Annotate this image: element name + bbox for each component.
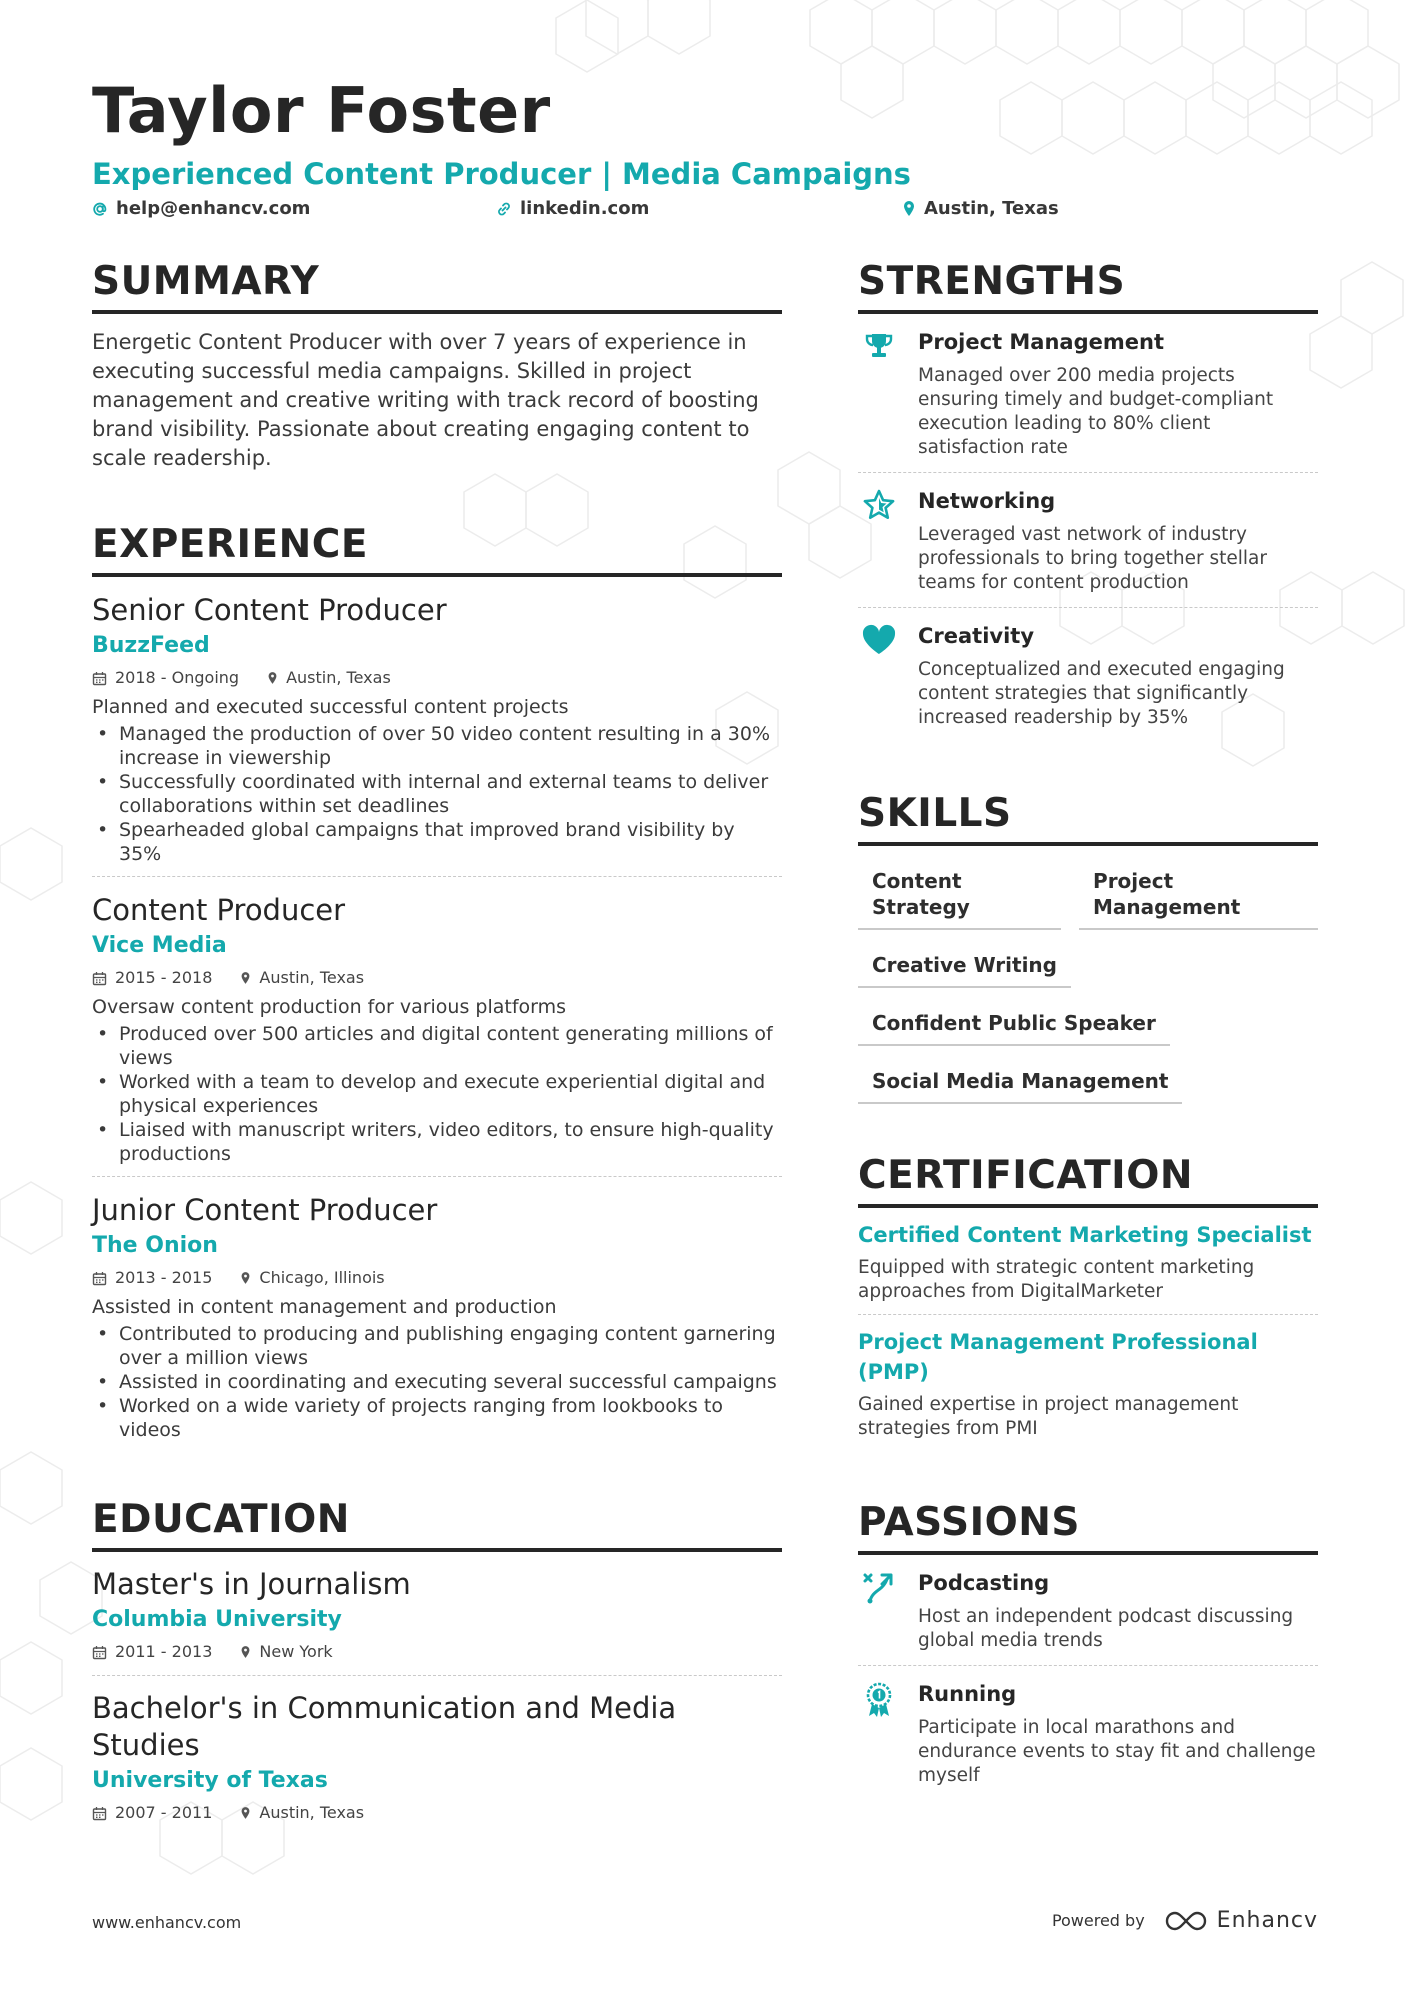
experience-item [92,1177,782,1452]
education-dates-text: 2011 - 2013 [115,1642,213,1661]
job-bullets [92,1322,782,1442]
footer-branding [1052,1908,1318,1933]
job-bullet: • Worked with a team to develop and execute experiential digital and physical experiences [92,1070,782,1118]
job-dates-text: 2013 - 2015 [115,1268,213,1287]
job-bullet: • Worked on a wide variety of projects ranging from lookbooks to videos [92,1394,782,1442]
link-icon [496,201,512,217]
powered-by-label: Powered by [1051,1911,1145,1930]
strength-description: Leveraged vast network of industry professionals to bring together stellar teams for content production [918,524,1267,593]
job-title: Junior Content Producer [92,1193,438,1227]
job-title: Senior Content Producer [92,593,447,627]
calendar-icon [92,971,107,986]
certification-heading: CERTIFICATION [858,1152,1318,1208]
passions-section [858,1499,1318,1800]
strength-body [918,487,1318,595]
calendar-icon [92,1806,107,1821]
education-dates [92,1802,212,1824]
contact-email[interactable] [92,198,310,219]
location-pin-icon [902,200,916,217]
footer-website[interactable]: www.enhancv.com [92,1913,242,1932]
job-bullet: • Managed the production of over 50 video content resulting in a 30% increase in viewership [92,722,782,770]
education-location-text: Austin, Texas [259,1803,365,1822]
summary-heading: SUMMARY [92,258,782,314]
contact-bar [92,198,1322,228]
calendar-icon [92,1645,107,1660]
education-heading: EDUCATION [92,1496,782,1552]
trophy-icon [858,328,900,460]
passion-title: Running [918,1682,1017,1706]
job-meta [92,667,782,689]
job-location-text: Austin, Texas [259,968,365,987]
education-item [92,1552,782,1676]
certification-description: Gained expertise in project management strategies from PMI [858,1394,1239,1439]
strength-item [858,314,1318,473]
skills-row [858,1060,1318,1104]
skills-row [858,860,1318,930]
summary-text: Energetic Content Producer with over 7 years of experience in executing successful media campaigns. Skilled in project management and creative writing with track record of boosting brand visibility. Passionate about creating engaging content to scale readership. [92,330,759,470]
skill-tag: Creative Writing [858,944,1071,988]
job-bullet: • Spearheaded global campaigns that improved brand visibility by 35% [92,818,782,866]
enhancv-logo-icon [1163,1909,1209,1933]
job-dates [92,967,212,989]
company-name: BuzzFeed [92,633,210,658]
location-pin-icon [240,1271,251,1285]
passion-body [918,1680,1318,1788]
right-column [858,258,1318,1848]
certification-item [858,1315,1318,1451]
strength-body [918,622,1318,730]
certification-section [858,1152,1318,1451]
certification-title: Certified Content Marketing Specialist [858,1223,1312,1247]
skill-tag: Content Strategy [858,860,1061,930]
job-bullet: • Liaised with manuscript writers, video editors, to ensure high-quality productions [92,1118,782,1166]
job-location-text: Austin, Texas [286,668,391,687]
strength-description: Conceptualized and executed engaging content strategies that significantly increased readership by 35% [918,659,1285,728]
location-pin-icon [240,1645,251,1659]
job-bullet: • Assisted in coordinating and executing several successful campaigns [92,1370,782,1394]
left-column [92,258,782,1884]
contact-linkedin[interactable] [496,198,649,219]
skill-tag: Social Media Management [858,1060,1182,1104]
brand-name: Enhancv [1216,1908,1318,1933]
strategy-icon [858,1569,900,1653]
education-location [240,1802,364,1824]
page-footer [92,1908,1318,1938]
location-pin-icon [240,971,251,985]
education-section [92,1496,782,1836]
job-location-text: Chicago, Illinois [259,1268,385,1287]
skills-list [858,860,1318,1104]
enhancv-logo[interactable] [1163,1908,1318,1933]
education-dates [92,1641,212,1663]
skill-tag: Project Management [1079,860,1318,930]
resume-header [92,72,1322,228]
passion-title: Podcasting [918,1571,1050,1595]
job-bullets [92,722,782,866]
certification-title: Project Management Professional (PMP) [858,1330,1258,1384]
location-pin-icon [267,671,278,685]
experience-item [92,577,782,877]
skills-heading: SKILLS [858,790,1318,846]
education-dates-text: 2007 - 2011 [115,1803,213,1822]
job-dates [92,667,239,689]
education-meta [92,1802,782,1824]
calendar-icon [92,1271,107,1286]
passion-item [858,1555,1318,1666]
job-location [240,1267,384,1289]
company-name: Vice Media [92,933,227,958]
job-location [267,667,391,689]
passions-heading: PASSIONS [858,1499,1318,1555]
star-icon [858,487,900,595]
medal-icon [858,1680,900,1788]
education-location-text: New York [259,1642,333,1661]
job-dates [92,1267,212,1289]
job-description: Planned and executed successful content projects [92,696,569,718]
strength-title: Networking [918,489,1056,513]
skills-row [858,1002,1318,1046]
school-name: Columbia University [92,1607,342,1632]
strength-item [858,608,1318,742]
job-description: Assisted in content management and production [92,1296,557,1318]
contact-linkedin-text: linkedin.com [520,198,650,219]
at-icon [92,201,108,217]
job-description: Oversaw content production for various platforms [92,996,567,1018]
job-bullets [92,1022,782,1166]
education-location [240,1641,332,1663]
job-meta [92,967,782,989]
job-bullet: • Contributed to producing and publishing engaging content garnering over a million views [92,1322,782,1370]
contact-location [902,198,1059,219]
job-meta [92,1267,782,1289]
summary-section [92,258,782,473]
job-dates-text: 2018 - Ongoing [115,668,240,687]
strength-description: Managed over 200 media projects ensuring timely and budget-compliant execution leading to 80% client satisfaction rate [918,365,1274,458]
degree-title: Bachelor's in Communication and Media Studies [92,1691,677,1762]
strength-body [918,328,1318,460]
contact-location-text: Austin, Texas [924,198,1059,219]
company-name: The Onion [92,1233,218,1258]
education-meta [92,1641,782,1663]
experience-heading: EXPERIENCE [92,521,782,577]
passion-description: Host an independent podcast discussing global media trends [918,1606,1294,1651]
job-bullet: • Successfully coordinated with internal and external teams to deliver collaborations within set deadlines [92,770,782,818]
passion-item [858,1666,1318,1800]
certification-description: Equipped with strategic content marketing approaches from DigitalMarketer [858,1257,1255,1302]
skills-section [858,790,1318,1104]
certification-item [858,1208,1318,1315]
passion-body [918,1569,1318,1653]
strengths-heading: STRENGTHS [858,258,1318,314]
candidate-tagline: Experienced Content Producer | Media Campaigns [92,157,911,191]
contact-email-text: help@enhancv.com [116,198,311,219]
degree-title: Master's in Journalism [92,1567,411,1601]
job-location [240,967,364,989]
strength-title: Creativity [918,624,1035,648]
passion-description: Participate in local marathons and endurance events to stay fit and challenge myself [918,1717,1316,1786]
strength-item [858,473,1318,608]
candidate-name: Taylor Foster [92,74,551,147]
job-title: Content Producer [92,893,346,927]
skills-row [858,944,1318,988]
strength-title: Project Management [918,330,1164,354]
experience-item [92,877,782,1177]
school-name: University of Texas [92,1768,328,1793]
skill-tag: Confident Public Speaker [858,1002,1170,1046]
strengths-section [858,258,1318,742]
calendar-icon [92,671,107,686]
location-pin-icon [240,1806,251,1820]
education-item [92,1676,782,1836]
job-dates-text: 2015 - 2018 [115,968,213,987]
job-bullet: • Produced over 500 articles and digital content generating millions of views [92,1022,782,1070]
experience-section [92,521,782,1452]
heart-icon [858,622,900,730]
